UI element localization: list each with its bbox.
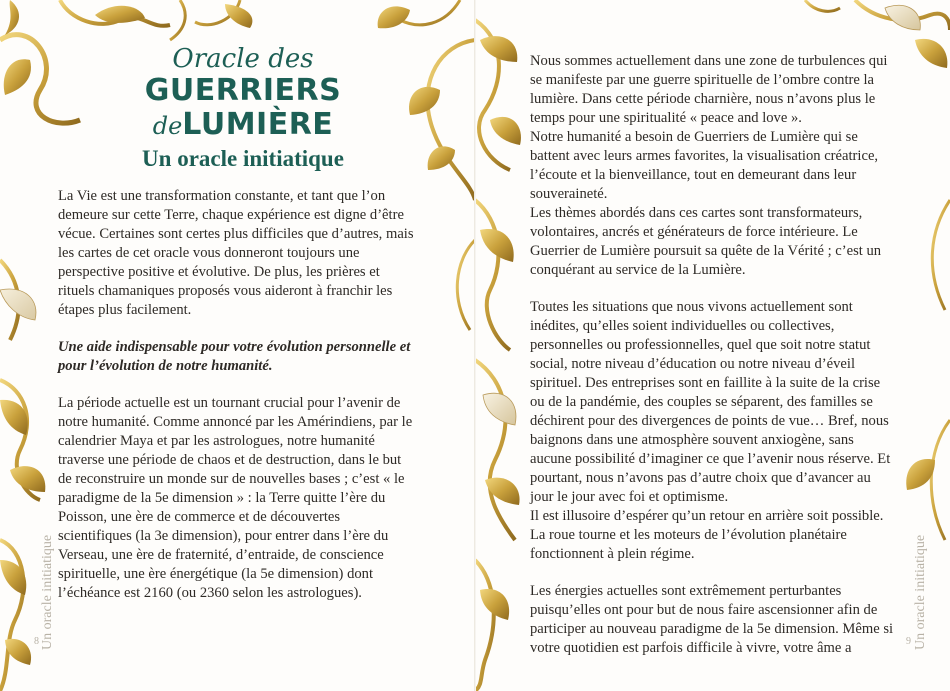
page-number-left: 8 [34,636,39,647]
book-gutter [474,0,476,691]
paragraph: Les énergies actuelles sont extrêmement perturbantes puisqu’elles ont pour but de nous faire ascensionner afin de participer au nouveau paradigme de la 5e dimension. Même si votre quotidien est parfois difficile à vivre, votre âme a [530,583,894,656]
title-line-2: GUERRIERS [144,73,342,108]
paragraph: Les thèmes abordés dans ces cartes sont transformateurs, volontaires, ancrés et générateurs de force intérieure. Le Guerrier de Lumière poursuit sa quête de la Vérité ; c’est un conquérant au service de la Lumière. [530,205,882,278]
title-line-1: Oracle des [172,44,314,74]
running-head-left: Un oracle initiatique [40,534,55,650]
emphasis-paragraph: Une aide indispensable pour votre évolution personnelle et pour l’évolution de notre humanité. [58,339,411,374]
paragraph: Nous sommes actuellement dans une zone de turbulences qui se manifeste par une guerre spirituelle de l’ombre contre la lumière. Dans cette période charnière, nous n’avons plus le temps pour une spiritualité « peace and love ». [530,53,888,126]
title-line-3 [128,108,358,143]
paragraph: La période actuelle est un tournant crucial pour l’avenir de notre humanité. Comme annoncé par les Amérindiens, par le calendrier Maya et par les astrologues, notre humanité traverse une période de chaos et de destruction, dans le but de reconstruire un monde sur de nouvelles bases ; c’est « le paradigme de la 5e dimension » : la Terre quitte l’ère du Poisson, une ère de commerce et de découvertes scientifiques (la 3e dimension), pour entrer dans l’ère du Verseau, une ère de fraternité, d’entraide, de conscience spirituelle, une ère énergétique (la 5e dimension) dont l’échéance est 2160 (ou 2360 selon les astrologues). [58,395,413,601]
title-line-3-prefix: de [152,112,183,140]
paragraph: Toutes les situations que nous vivons actuellement sont inédites, qu’elles soient individuelles ou collectives, personnelles ou professionnelles, quel que soit notre statut social, notre niveau d’éducation ou notre niveau d’éveil spirituel. Des entreprises sont en faillite à la suite de la crise ou de la pandémie, des couples se séparent, des familles se déchirent pour des divergences de points de vue… Bref, nous baignons dans une atmosphère souvent anxiogène, sans aucune possibilité d’imaginer ce que l’avenir nous réserve. Et pourtant, nous n’avons pas d’autre choix que d’avancer au jour le jour avec foi et optimisme. [530,299,891,505]
paragraph: Notre humanité a besoin de Guerriers de Lumière qui se battent avec leurs armes favorites, la visualisation créatrice, l’écoute et la bienveillance, tout en demeurant dans leur souveraineté. [530,129,879,202]
book-title-block [128,44,358,173]
paragraph: Il est illusoire d’espérer qu’un retour en arrière soit possible. La roue tourne et les moteurs de l’évolution planétaire fonctionnent à plein régime. [530,508,884,562]
left-page-body [58,187,414,603]
running-head-right: Un oracle initiatique [913,534,928,650]
book-subtitle: Un oracle initiatique [142,146,344,171]
page-number-right: 9 [906,636,911,647]
right-page-body [530,52,896,658]
title-line-3-word: LUMIÈRE [182,107,334,142]
right-page [475,0,950,691]
paragraph: La Vie est une transformation constante, et tant que l’on demeure sur cette Terre, chaque expérience est digne d’être vécue. Certaines sont certes plus difficiles que d’autres, mais les cartes de cet oracle vous donneront toujours une perspective positive et évolutive. De plus, les prières et rituels chamaniques proposés vous aideront à franchir les étapes plus facilement. [58,188,414,318]
